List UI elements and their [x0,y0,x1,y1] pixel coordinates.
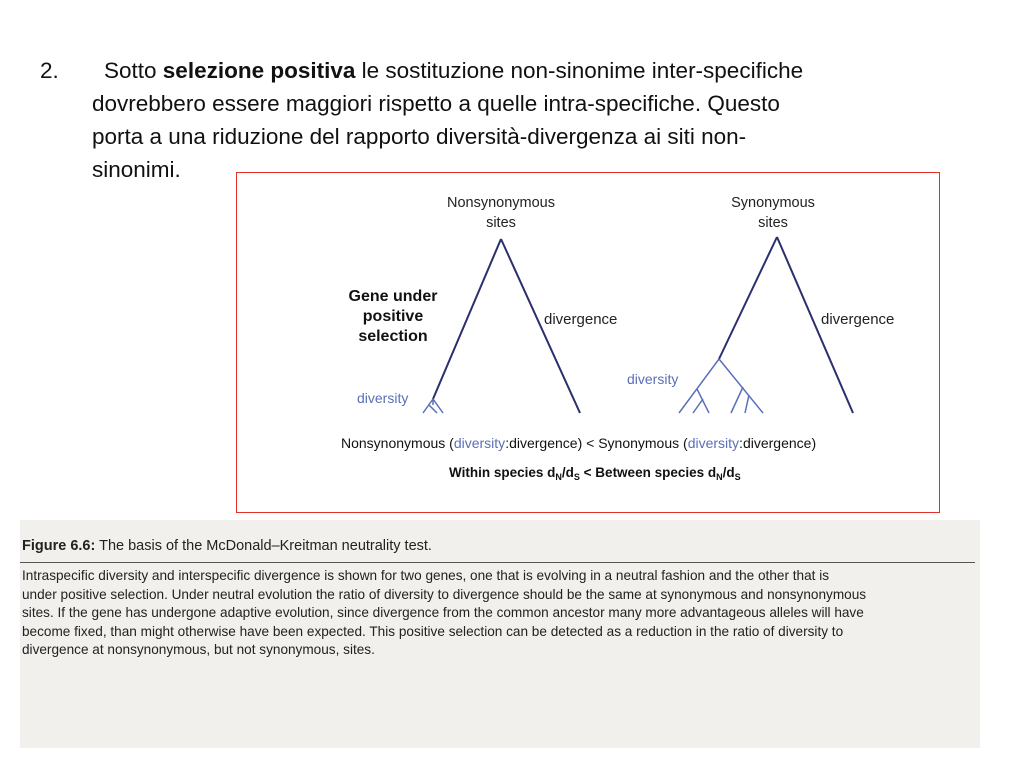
slide-bullet-text [40,54,1000,186]
caption-line-2: under positive selection. Under neutral evolution the ratio of diversity to divergence should be the same at synonymous and nonsynonymous [22,586,867,602]
caption-line-4: become fixed, than might otherwise have been expected. This positive selection can be detected as a reduction in the ratio of diversity to [22,623,844,639]
figure-caption-scan [20,520,980,748]
caption-title-bold: Figure 6.6: [22,538,96,554]
within-slash: /d [561,465,574,480]
bullet-number: 2. [40,58,59,83]
eq-mid: ) < Synonymous ( [577,435,688,451]
left-tree-title-2: sites [486,215,516,231]
within-sub-n: N [555,472,562,482]
between-text: < Between species d [579,465,717,480]
right-tree-title-1: Synonymous [731,195,815,211]
eq-diversity-2: diversity [687,435,740,451]
eq-end: ) [811,435,817,451]
gene-label-3: selection [358,328,428,345]
bullet-line-2: dovrebbero essere maggiori rispetto a quelle intra-specifiche. Questo [92,91,780,116]
dn-ds-line [449,465,741,482]
caption-rule [20,562,975,563]
caption-title [22,538,432,554]
right-tree-title-2: sites [758,215,788,231]
eq-divergence-1: divergence [509,435,578,451]
right-diversity-branches [679,359,763,413]
caption-line-3: sites. If the gene has undergone adaptive evolution, since divergence from the common ancestor many more advantageous alleles will have [22,605,864,621]
between-sub-n: N [716,472,723,482]
bullet-line-3: porta a una riduzione del rapporto diversità-divergenza ai siti non- [92,124,747,149]
gene-label-1: Gene under [348,288,438,305]
equation-line [341,435,816,451]
right-divergence-label: divergence [821,311,895,328]
eq-nonsyn: Nonsynonymous ( [341,435,454,451]
bullet-line-1 [104,54,1000,87]
left-diversity-branches [423,399,443,413]
eq-diversity-1: diversity [453,435,506,451]
eq-colon-2: : [739,435,743,451]
left-divergence-label: divergence [544,311,618,328]
bullet-text-part2: le sostituzione non-sinonime inter-specifiche [355,58,804,83]
left-diversity-label: diversity [357,390,409,406]
caption-line-5: divergence at nonsynonymous, but not synonymous, sites. [22,642,375,658]
eq-divergence-2: divergence [742,435,812,451]
bullet-line-4: sinonimi. [92,157,181,182]
gene-label-2: positive [362,308,424,325]
within-text: Within species d [449,465,556,480]
between-slash: /d [722,465,735,480]
mk-diagram [237,173,941,514]
eq-colon-1: : [505,435,510,451]
caption-line-1: Intraspecific diversity and interspecific divergence is shown for two genes, one that is evolving in a neutral fashion and the other that is [22,568,830,583]
right-diversity-label: diversity [627,371,679,387]
bullet-text-part1: Sotto [104,58,163,83]
bullet-bold-term: selezione positiva [162,58,356,83]
mk-test-figure [236,172,940,513]
bullet-paragraph [92,54,1000,186]
caption-body [22,567,972,660]
caption-title-rest: The basis of the McDonald–Kreitman neutrality test. [95,538,432,554]
left-tree-title-1: Nonsynonymous [447,195,555,211]
within-sub-s: S [573,472,580,482]
between-sub-s: S [734,472,741,482]
